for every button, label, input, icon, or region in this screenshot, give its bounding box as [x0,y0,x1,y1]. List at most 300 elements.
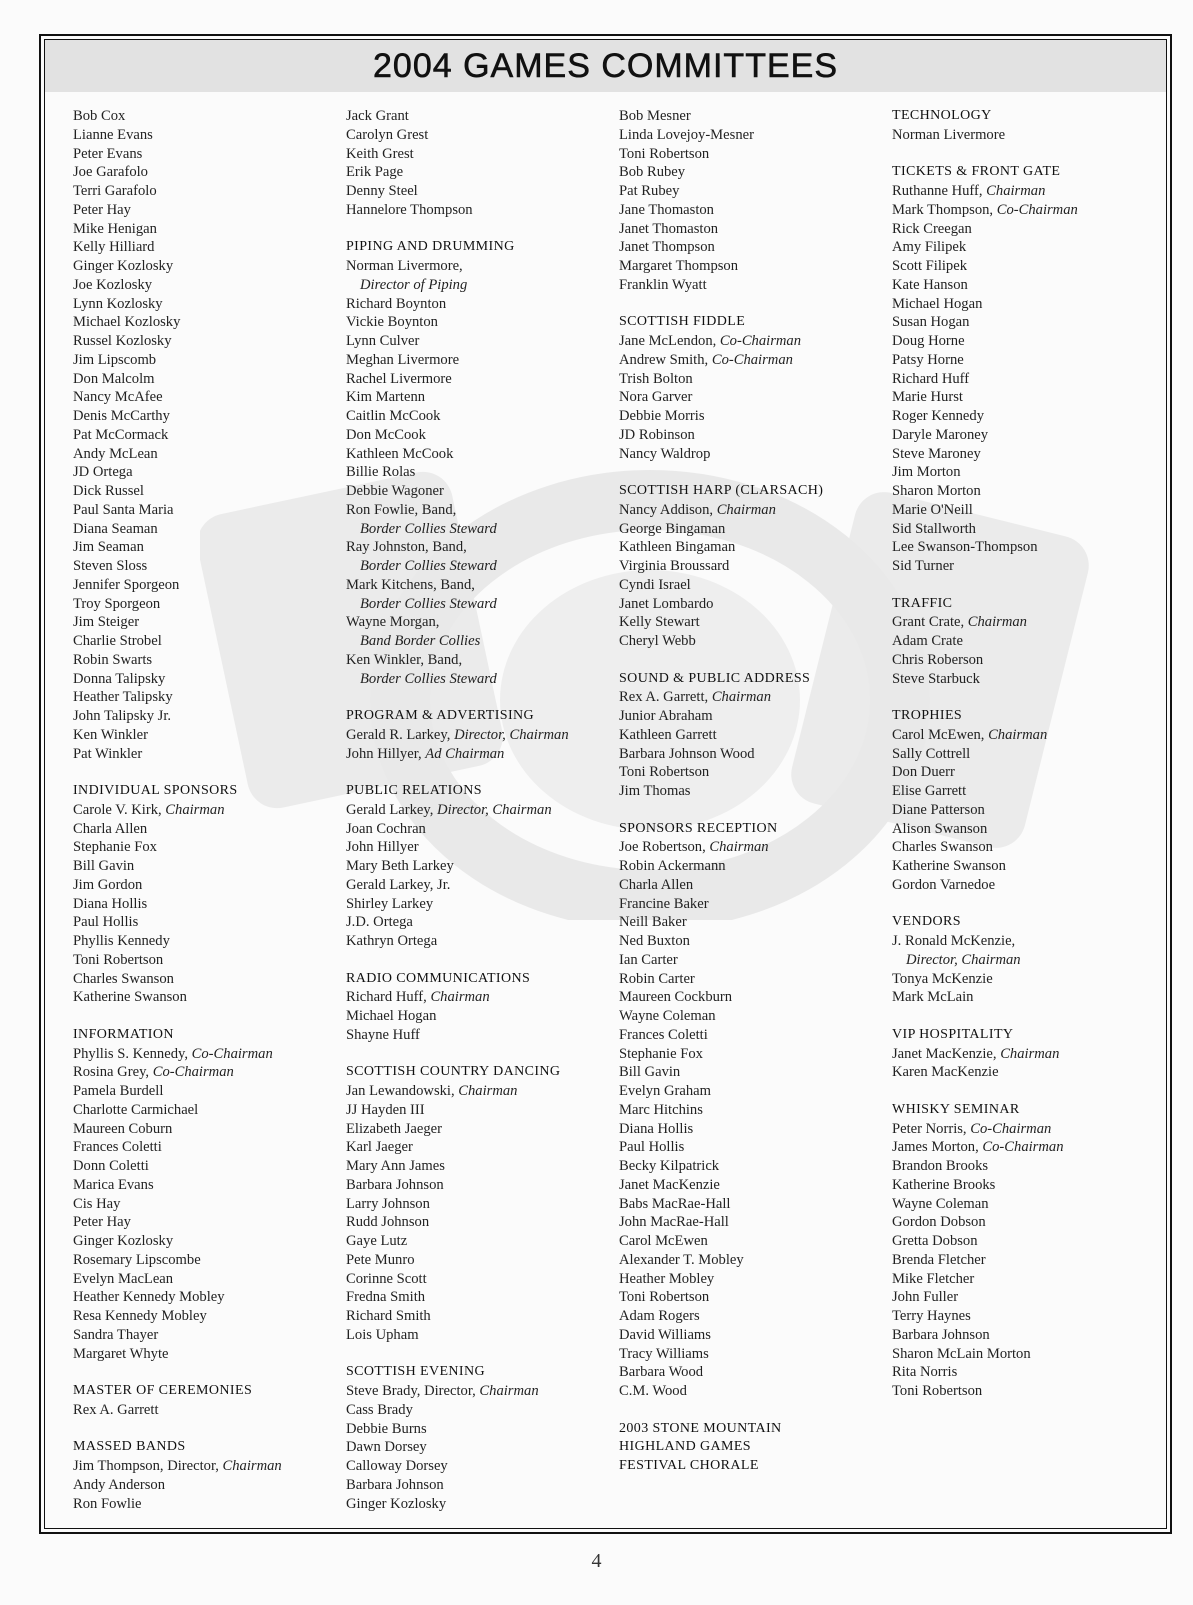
committee-section [619,1420,823,1476]
member-name: Peter Evans [73,145,143,162]
member-name: Shayne Huff [346,1026,420,1043]
member-name: Pat Rubey [619,183,680,199]
committee-heading: SOUND & PUBLIC ADDRESS [619,670,811,686]
member-name: Bob Mesner [619,108,691,124]
member-name: George Bingaman [619,520,726,537]
member-name: Janet MacKenzie [619,1176,720,1193]
member-name: Rex A. Garrett, Chairman [619,689,772,706]
member-name: Richard Boynton [346,295,447,312]
member-name: Debbie Wagoner [346,483,444,499]
member-name: Robin Swarts [73,651,153,668]
committee-heading: 2003 STONE MOUNTAIN [619,1420,782,1436]
member-name: Bill Gavin [73,858,135,874]
member-name: JD Ortega [73,464,133,481]
member-name: Charlie Strobel [73,633,162,649]
member-name: Nora Garver [619,389,693,406]
member-name: Kathleen Bingaman [619,539,736,556]
member-name: John MacRae-Hall [619,1214,729,1231]
member-name: Maureen Coburn [73,1120,173,1137]
member-name: Ray Johnston, Band, [346,539,467,556]
member-name: Pat McCormack [73,426,169,443]
column-2 [346,107,569,1532]
member-name: Joe Robertson, Chairman [619,839,769,856]
member-name: Calloway Dorsey [346,1458,448,1474]
committee-section [619,482,823,651]
member-name: Shirley Larkey [346,895,434,912]
committee-heading: PUBLIC RELATIONS [346,783,482,798]
member-name: Donn Coletti [73,1158,149,1174]
member-name: Carol McEwen [619,1233,708,1249]
member-name: Mark McLain [892,989,974,1006]
member-name: Peter Norris, Co-Chairman [892,1120,1052,1137]
member-name: Charlotte Carmichael [73,1101,199,1118]
committee-heading: SPONSORS RECEPTION [619,820,778,836]
member-name: Gaye Lutz [346,1233,408,1249]
member-name: Evelyn MacLean [73,1270,174,1287]
committee-heading: SCOTTISH COUNTRY DANCING [346,1064,561,1080]
committee-section [892,707,1078,895]
member-name: Alison Swanson [892,820,988,837]
member-name: Karen MacKenzie [892,1064,999,1081]
member-name: Margaret Whyte [73,1345,169,1362]
member-name: Toni Robertson [619,764,710,781]
member-role: Co-Chairman [152,1064,234,1081]
committee-heading: TROPHIES [892,708,963,723]
member-name: Meghan Livermore [346,351,460,368]
member-name: J.D. Ortega [346,914,413,931]
member-name: Cheryl Webb [619,633,696,649]
committee-section [346,707,569,763]
member-role: Border Collies Steward [360,558,497,574]
member-name: Peter Hay [73,201,131,218]
member-name: Marc Hitchins [619,1101,703,1118]
member-name: Franklin Wyatt [619,276,707,293]
member-name: Vickie Boynton [346,314,438,331]
member-name: Joe Garafolo [73,164,148,181]
committee-section [892,595,1078,689]
member-name: Michael Hogan [346,1008,437,1024]
member-role: Co-Chairman [711,351,793,368]
member-name: Jim Thomas [619,783,691,799]
member-name: Don Malcolm [73,370,155,387]
page-number: 4 [591,1550,602,1572]
member-name: Dawn Dorsey [346,1439,427,1456]
column-3 [619,107,823,1495]
member-name: Maureen Cockburn [619,989,733,1006]
member-name: Bob Rubey [619,164,686,181]
committee-heading: RADIO COMMUNICATIONS [346,970,531,986]
member-name: Caitlin McCook [346,408,441,424]
member-role: Director, Chairman [437,801,552,818]
member-name: Trish Bolton [619,370,693,387]
member-name: Charla Allen [73,820,148,837]
member-name: Bob Cox [73,108,126,124]
committee-heading: VENDORS [892,914,961,930]
member-name: Andy Anderson [73,1476,166,1493]
member-name: Phyllis Kennedy [73,933,170,949]
member-name: Toni Robertson [619,1289,710,1306]
column-4 [892,107,1078,1420]
member-name: Norman Livermore, [346,258,463,274]
member-name: C.M. Wood [619,1383,687,1399]
committee-section [73,107,282,763]
member-role: Chairman [165,801,225,818]
member-name: Diana Seaman [73,520,158,537]
member-name: Roger Kennedy [892,408,984,424]
member-name: Sharon Morton [892,483,981,499]
member-name: Lois Upham [346,1326,419,1343]
committee-section [346,107,569,220]
member-name: Lynn Culver [346,333,420,349]
member-name: Neill Baker [619,914,687,931]
member-name: Katherine Swanson [73,989,187,1006]
member-name: Gretta Dobson [892,1233,978,1249]
member-name: Elise Garrett [892,783,967,799]
member-role: Chairman [458,1083,518,1099]
member-name: Richard Huff, Chairman [346,989,490,1006]
committee-heading: TICKETS & FRONT GATE [892,164,1061,180]
member-role: Border Collies Steward [360,520,497,537]
member-name: Jim Steiger [73,614,140,631]
member-name: Robin Ackermann [619,858,726,874]
member-role: Co-Chairman [719,333,802,349]
member-name: Alexander T. Mobley [619,1251,744,1268]
member-name: Michael Kozlosky [73,314,181,331]
member-role: Director, Chairman [454,726,569,743]
member-role: Chairman [222,1458,282,1474]
member-name: Rex A. Garrett [73,1401,159,1418]
member-name: Carolyn Grest [346,126,429,143]
member-name: Babs MacRae-Hall [619,1195,731,1212]
member-name: Fredna Smith [346,1289,426,1306]
member-name: Cis Hay [73,1195,121,1212]
member-name [346,632,569,651]
member-name: Robin Carter [619,970,695,987]
member-name: Linda Lovejoy-Mesner [619,126,754,143]
member-name: Barbara Wood [619,1364,704,1381]
member-name: Joan Cochran [346,820,426,837]
member-name [346,557,569,576]
member-name: Katherine Brooks [892,1176,996,1193]
member-role: Border Collies Steward [360,670,497,687]
member-role: Chairman [1000,1045,1060,1062]
committee-heading: MASSED BANDS [73,1439,186,1455]
member-name: Lynn Kozlosky [73,295,163,312]
member-name: Chris Roberson [892,651,984,668]
member-name [346,520,569,539]
member-name: Sid Stallworth [892,520,976,537]
member-name: Hannelore Thompson [346,201,473,218]
page-title: 2004 GAMES COMMITTEES [373,47,838,85]
member-name: Marie O'Neill [892,501,973,518]
committee-heading: SCOTTISH HARP (CLARSACH) [619,483,824,498]
member-name: Toni Robertson [73,951,164,968]
member-name: Rosina Grey, Co-Chairman [73,1064,234,1081]
member-name: John Hillyer, Ad Chairman [346,745,505,762]
member-name: JJ Hayden III [346,1101,425,1118]
member-name: Heather Mobley [619,1270,715,1287]
member-name: Terri Garafolo [73,183,157,199]
member-name: Joe Kozlosky [73,276,153,293]
member-name: Cass Brady [346,1401,413,1418]
member-role: Chairman [479,1383,539,1399]
member-name: Heather Kennedy Mobley [73,1289,225,1306]
member-name: Junior Abraham [619,708,713,724]
member-name: Troy Sporgeon [73,595,161,612]
member-name: Gordon Dobson [892,1214,986,1231]
member-name: Nancy McAfee [73,389,163,406]
committee-heading: TECHNOLOGY [892,108,992,123]
member-name: Jane McLendon, Co-Chairman [619,333,802,349]
member-name: Pamela Burdell [73,1083,164,1099]
member-name: Lianne Evans [73,126,153,143]
member-name: Jim Gordon [73,876,143,893]
member-name: Terry Haynes [892,1308,971,1324]
member-role: Chairman [711,689,772,706]
member-name: Charla Allen [619,876,694,893]
committee-section [892,1101,1078,1401]
member-name: Brandon Brooks [892,1158,989,1174]
member-name: Denny Steel [346,183,418,199]
member-role: Director of Piping [360,276,468,293]
member-name: Kelly Hilliard [73,239,155,256]
committee-section [619,670,823,801]
member-name: Janet Lombardo [619,595,714,612]
member-name: Janet Thomaston [619,220,719,237]
member-name: Kelly Stewart [619,614,700,631]
committee-heading: WHISKY SEMINAR [892,1101,1020,1117]
member-name: Richard Huff [892,370,970,387]
member-name: Marica Evans [73,1176,154,1193]
member-name: Mark Kitchens, Band, [346,576,475,593]
member-name: Mike Henigan [73,220,157,237]
committee-heading: VIP HOSPITALITY [892,1026,1014,1042]
member-name: Gerald Larkey, Jr. [346,876,451,893]
member-name: Michael Hogan [892,295,983,312]
member-name: Toni Robertson [619,145,710,162]
member-name: Cyndi Israel [619,576,691,593]
member-name [892,951,1078,970]
member-name: Sally Cottrell [892,745,971,762]
member-name: Rita Norris [892,1364,958,1381]
member-role: Co-Chairman [970,1120,1052,1137]
member-name: Debbie Burns [346,1420,427,1437]
member-role: Co-Chairman [191,1045,273,1062]
member-name: Jan Lewandowski, Chairman [346,1083,518,1099]
member-name: Ginger Kozlosky [346,1495,447,1512]
committee-section [346,1063,569,1344]
committee-section [73,782,282,1007]
member-name: Sandra Thayer [73,1326,159,1343]
committee-section [892,107,1078,145]
member-name: Barbara Johnson [346,1176,444,1193]
member-name: Steve Starbuck [892,670,980,687]
member-name: Francine Baker [619,895,709,912]
member-name: Resa Kennedy Mobley [73,1308,207,1324]
member-name [346,276,569,295]
member-name: Denis McCarthy [73,408,170,424]
member-name: Amy Filipek [892,239,967,256]
committee-heading: TRAFFIC [892,595,953,611]
member-name: Kathleen Garrett [619,726,717,743]
member-name: Bill Gavin [619,1064,681,1081]
member-name: Pete Munro [346,1251,415,1268]
member-name: Charles Swanson [73,970,174,987]
member-name: Scott Filipek [892,258,967,274]
member-name: Peter Hay [73,1214,131,1231]
member-role: Co-Chairman [982,1139,1064,1156]
member-name: Ken Winkler, Band, [346,651,463,668]
member-name: Diane Patterson [892,801,985,818]
member-role: Co-Chairman [996,201,1078,218]
member-name: Adam Rogers [619,1308,700,1324]
member-name: Don Duerr [892,764,955,781]
committee-section [619,313,823,463]
member-name: Tracy Williams [619,1345,709,1362]
member-name: Rosemary Lipscombe [73,1251,201,1268]
member-name: Gordon Varnedoe [892,876,996,893]
committee-section [346,238,569,688]
committee-heading: SCOTTISH EVENING [346,1364,486,1380]
committee-heading: MASTER OF CEREMONIES [73,1383,253,1398]
member-name: Daryle Maroney [892,426,989,443]
member-name: Russel Kozlosky [73,333,172,349]
member-name: Kate Hanson [892,276,968,293]
member-name: Norman Livermore [892,126,1006,143]
member-name: Margaret Thompson [619,258,739,274]
committee-section [73,1438,282,1513]
committee-section [73,1026,282,1364]
member-name: Diana Hollis [73,895,148,912]
member-name: Andy McLean [73,445,158,462]
member-name: Ruthanne Huff, Chairman [892,183,1046,199]
member-name: James Morton, Co-Chairman [892,1139,1064,1156]
member-role: Band Border Collies [360,633,481,649]
member-name: Ron Fowlie [73,1495,142,1512]
committee-heading: PIPING AND DRUMMING [346,239,515,255]
member-name: Jennifer Sporgeon [73,576,180,593]
member-name: Andrew Smith, Co-Chairman [619,351,793,368]
member-name: Jim Lipscomb [73,351,157,368]
member-name: Phyllis S. Kennedy, Co-Chairman [73,1045,273,1062]
member-name: Barbara Johnson Wood [619,745,755,762]
member-name: Gerald Larkey, Director, Chairman [346,801,552,818]
member-name: Steve Brady, Director, Chairman [346,1383,539,1399]
committee-section [619,820,823,1401]
member-name: Don McCook [346,426,426,443]
member-name: Heather Talipsky [73,689,173,706]
member-name: Virginia Broussard [619,558,730,574]
member-name: John Fuller [892,1289,959,1306]
member-name: Rudd Johnson [346,1214,430,1231]
committee-section [346,970,569,1045]
member-name: Rick Creegan [892,220,972,237]
member-name: Larry Johnson [346,1195,430,1212]
member-role: Chairman [986,183,1046,199]
committee-heading: SCOTTISH FIDDLE [619,314,746,330]
member-name: Debbie Morris [619,408,705,424]
member-name: Wayne Morgan, [346,614,440,631]
committee-heading: INDIVIDUAL SPONSORS [73,783,238,798]
committee-heading: PROGRAM & ADVERTISING [346,708,535,723]
member-name: Ned Buxton [619,933,690,949]
member-name: Donna Talipsky [73,670,166,687]
column-1 [73,107,282,1532]
member-name: Ian Carter [619,951,678,968]
member-name: Jim Thompson, Director, Chairman [73,1458,282,1474]
member-name: Susan Hogan [892,314,970,331]
member-name: Doug Horne [892,333,965,349]
committee-heading: FESTIVAL CHORALE [619,1458,759,1473]
member-role: Chairman [716,501,776,518]
member-role: Ad Chairman [425,745,505,762]
member-name [346,595,569,614]
member-name: Lee Swanson-Thompson [892,539,1038,556]
member-name: Evelyn Graham [619,1083,711,1099]
member-name: Sid Turner [892,558,955,574]
member-name: Steve Maroney [892,445,981,462]
member-name: Pat Winkler [73,745,143,762]
member-role: Chairman [709,839,769,856]
member-name: Grant Crate, Chairman [892,614,1027,631]
member-name: Charles Swanson [892,839,993,856]
member-name: Ron Fowlie, Band, [346,501,457,518]
member-role: Border Collies Steward [360,595,497,612]
member-name: Janet MacKenzie, Chairman [892,1045,1060,1062]
member-name: Dick Russel [73,483,144,499]
member-name: Richard Smith [346,1308,431,1324]
member-role: Chairman [988,726,1048,743]
member-name: Mark Thompson, Co-Chairman [892,201,1078,218]
member-name: Brenda Fletcher [892,1251,986,1268]
member-role: Director, Chairman [906,951,1021,968]
member-name: Mary Ann James [346,1158,445,1174]
member-name: Erik Page [346,164,404,181]
member-name: Kim Martenn [346,389,426,406]
committee-section [892,913,1078,1007]
member-name: Wayne Coleman [892,1195,989,1212]
member-name: Patsy Horne [892,351,964,368]
member-name: Tonya McKenzie [892,970,993,987]
member-name: Kathryn Ortega [346,933,438,949]
member-name: JD Robinson [619,426,695,443]
member-name: Jack Grant [346,108,409,124]
member-name: Nancy Waldrop [619,445,711,462]
member-name: Frances Coletti [619,1026,708,1043]
member-name: Billie Rolas [346,464,416,481]
member-name: Stephanie Fox [73,839,157,856]
member-name: Gerald R. Larkey, Director, Chairman [346,726,569,743]
member-name: Toni Robertson [892,1383,983,1399]
member-name: Jim Morton [892,464,961,481]
member-name: Jane Thomaston [619,201,714,218]
member-role: Chairman [967,614,1027,631]
member-name [346,670,569,689]
member-name: Nancy Addison, Chairman [619,501,776,518]
member-name: Marie Hurst [892,389,963,406]
member-name: Stephanie Fox [619,1045,703,1062]
member-name: Diana Hollis [619,1120,694,1137]
member-role: Chairman [430,989,490,1006]
member-name: Ken Winkler [73,726,148,743]
member-name: Ginger Kozlosky [73,1233,174,1249]
member-name: Sharon McLain Morton [892,1345,1031,1362]
member-name: Katherine Swanson [892,858,1006,874]
member-name: Carol McEwen, Chairman [892,726,1048,743]
member-name: Ginger Kozlosky [73,258,174,274]
member-name: Corinne Scott [346,1270,427,1287]
member-name: Becky Kilpatrick [619,1158,720,1174]
